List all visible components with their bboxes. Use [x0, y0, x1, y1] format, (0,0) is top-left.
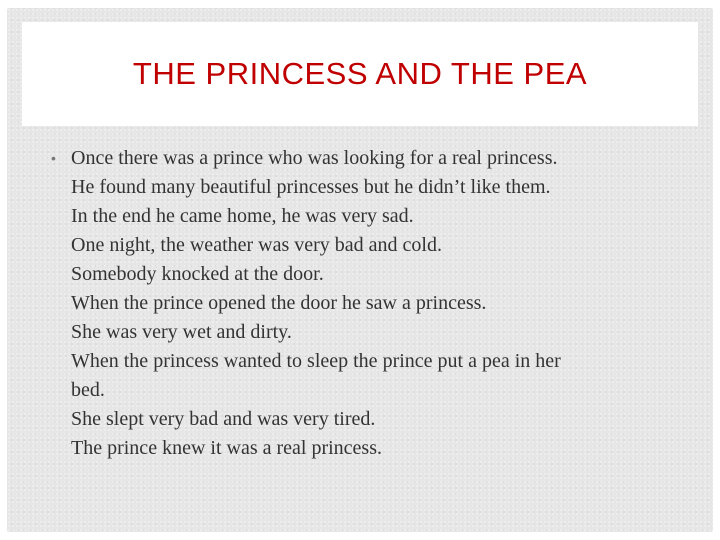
slide [7, 8, 713, 532]
story-lines [71, 144, 691, 463]
story-line: Somebody knocked at the door. [71, 263, 324, 285]
story-line: She was very wet and dirty. [71, 321, 292, 343]
slide-body [51, 144, 691, 463]
story-line: Once there was a prince who was looking for a real princess. [71, 147, 558, 169]
bullet-icon: • [51, 150, 56, 166]
story-line: When the prince opened the door he saw a princess. [71, 292, 487, 314]
story-line: She slept very bad and was very tired. [71, 408, 376, 430]
story-line: He found many beautiful princesses but he didn’t like them. [71, 176, 551, 198]
story-line: One night, the weather was very bad and cold. [71, 234, 442, 256]
story-line: When the princess wanted to sleep the prince put a pea in her [71, 350, 561, 372]
story-line: In the end he came home, he was very sad. [71, 205, 414, 227]
slide-title: THE PRINCESS AND THE PEA [132, 56, 588, 91]
story-line: The prince knew it was a real princess. [71, 437, 382, 459]
bullet-item [51, 144, 691, 463]
title-box [22, 22, 698, 126]
story-line: bed. [71, 379, 105, 401]
